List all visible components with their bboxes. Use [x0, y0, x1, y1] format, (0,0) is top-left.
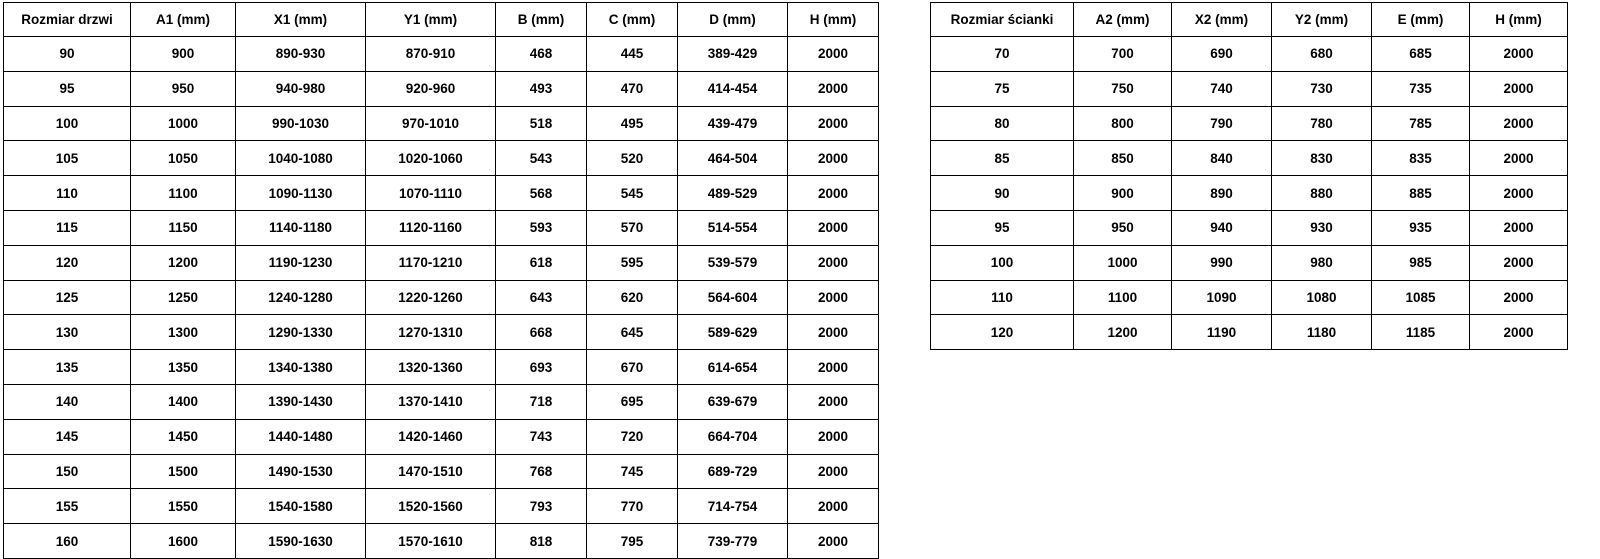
table-cell: 1370-1410 — [366, 384, 496, 419]
table-cell: 785 — [1372, 106, 1470, 141]
table-cell: 125 — [4, 280, 131, 315]
table-row — [4, 524, 879, 559]
table-row — [931, 210, 1568, 245]
table-cell: 1000 — [1074, 245, 1172, 280]
table-cell: 685 — [1372, 37, 1470, 72]
table-cell: 1200 — [131, 245, 236, 280]
column-header: Rozmiar drzwi — [4, 3, 131, 37]
column-header: H (mm) — [788, 3, 879, 37]
table-cell: 2000 — [788, 176, 879, 211]
table-cell: 790 — [1172, 106, 1272, 141]
table-cell: 100 — [4, 106, 131, 141]
column-header: Rozmiar ścianki — [931, 3, 1074, 37]
column-header: C (mm) — [587, 3, 678, 37]
table-cell: 1390-1430 — [236, 384, 366, 419]
table-cell: 1270-1310 — [366, 315, 496, 350]
column-header: E (mm) — [1372, 3, 1470, 37]
table-cell: 830 — [1272, 141, 1372, 176]
table-cell: 890 — [1172, 176, 1272, 211]
table-cell: 115 — [4, 210, 131, 245]
table-cell: 1190-1230 — [236, 245, 366, 280]
table-cell: 70 — [931, 37, 1074, 72]
table-row — [931, 141, 1568, 176]
table-cell: 668 — [496, 315, 587, 350]
table-cell: 1140-1180 — [236, 210, 366, 245]
table-cell: 593 — [496, 210, 587, 245]
table-cell: 543 — [496, 141, 587, 176]
table-cell: 1440-1480 — [236, 419, 366, 454]
table-cell: 389-429 — [678, 37, 788, 72]
table-cell: 1290-1330 — [236, 315, 366, 350]
table-cell: 1550 — [131, 489, 236, 524]
table-cell: 1090-1130 — [236, 176, 366, 211]
table-cell: 930 — [1272, 210, 1372, 245]
table-cell: 718 — [496, 384, 587, 419]
table-cell: 150 — [4, 454, 131, 489]
table-cell: 1200 — [1074, 315, 1172, 350]
table-cell: 693 — [496, 350, 587, 385]
table-cell: 1520-1560 — [366, 489, 496, 524]
table-cell: 1420-1460 — [366, 419, 496, 454]
table-cell: 1100 — [1074, 280, 1172, 315]
table-cell: 664-704 — [678, 419, 788, 454]
doors-dimensions-table — [3, 2, 879, 559]
table-row — [4, 245, 879, 280]
table-cell: 2000 — [788, 524, 879, 559]
table-row — [931, 71, 1568, 106]
table-cell: 1070-1110 — [366, 176, 496, 211]
table-cell: 870-910 — [366, 37, 496, 72]
table-cell: 1490-1530 — [236, 454, 366, 489]
table-cell: 835 — [1372, 141, 1470, 176]
table-cell: 840 — [1172, 141, 1272, 176]
table-cell: 990-1030 — [236, 106, 366, 141]
table-cell: 1220-1260 — [366, 280, 496, 315]
table-cell: 95 — [931, 210, 1074, 245]
table-cell: 439-479 — [678, 106, 788, 141]
table-cell: 2000 — [788, 280, 879, 315]
table-row — [4, 489, 879, 524]
table-cell: 800 — [1074, 106, 1172, 141]
table-cell: 2000 — [788, 245, 879, 280]
table-cell: 2000 — [788, 315, 879, 350]
table-cell: 470 — [587, 71, 678, 106]
table-cell: 1040-1080 — [236, 141, 366, 176]
column-header: A2 (mm) — [1074, 3, 1172, 37]
table-cell: 1500 — [131, 454, 236, 489]
table-cell: 145 — [4, 419, 131, 454]
table-cell: 518 — [496, 106, 587, 141]
table-cell: 1400 — [131, 384, 236, 419]
column-header: Y2 (mm) — [1272, 3, 1372, 37]
table-cell: 564-604 — [678, 280, 788, 315]
table-row — [4, 176, 879, 211]
table-cell: 464-504 — [678, 141, 788, 176]
table-cell: 890-930 — [236, 37, 366, 72]
table-cell: 745 — [587, 454, 678, 489]
table-cell: 950 — [131, 71, 236, 106]
column-header: D (mm) — [678, 3, 788, 37]
table-cell: 568 — [496, 176, 587, 211]
table-cell: 885 — [1372, 176, 1470, 211]
table-cell: 690 — [1172, 37, 1272, 72]
table-row — [4, 454, 879, 489]
table-cell: 1300 — [131, 315, 236, 350]
table-cell: 1600 — [131, 524, 236, 559]
table-cell: 1190 — [1172, 315, 1272, 350]
table-cell: 780 — [1272, 106, 1372, 141]
table-cell: 730 — [1272, 71, 1372, 106]
table-cell: 680 — [1272, 37, 1372, 72]
table-cell: 2000 — [1470, 37, 1568, 72]
table-cell: 900 — [1074, 176, 1172, 211]
table-row — [4, 37, 879, 72]
table-cell: 2000 — [788, 454, 879, 489]
table-cell: 990 — [1172, 245, 1272, 280]
doors-table-body — [4, 37, 879, 559]
table-cell: 750 — [1074, 71, 1172, 106]
table-cell: 514-554 — [678, 210, 788, 245]
table-row — [4, 384, 879, 419]
table-row — [4, 350, 879, 385]
table-cell: 770 — [587, 489, 678, 524]
table-cell: 2000 — [788, 37, 879, 72]
table-cell: 2000 — [1470, 280, 1568, 315]
table-cell: 2000 — [1470, 71, 1568, 106]
table-cell: 570 — [587, 210, 678, 245]
table-cell: 970-1010 — [366, 106, 496, 141]
table-cell: 155 — [4, 489, 131, 524]
table-cell: 2000 — [1470, 176, 1568, 211]
table-cell: 740 — [1172, 71, 1272, 106]
table-cell: 489-529 — [678, 176, 788, 211]
table-header-row — [4, 3, 879, 37]
table-cell: 120 — [931, 315, 1074, 350]
table-cell: 700 — [1074, 37, 1172, 72]
table-cell: 2000 — [1470, 210, 1568, 245]
table-cell: 539-579 — [678, 245, 788, 280]
table-cell: 850 — [1074, 141, 1172, 176]
table-cell: 595 — [587, 245, 678, 280]
table-row — [931, 245, 1568, 280]
table-cell: 2000 — [788, 419, 879, 454]
table-cell: 545 — [587, 176, 678, 211]
table-cell: 2000 — [788, 106, 879, 141]
table-cell: 445 — [587, 37, 678, 72]
table-cell: 920-960 — [366, 71, 496, 106]
table-row — [4, 419, 879, 454]
table-cell: 880 — [1272, 176, 1372, 211]
table-cell: 1570-1610 — [366, 524, 496, 559]
table-cell: 1590-1630 — [236, 524, 366, 559]
table-cell: 140 — [4, 384, 131, 419]
table-cell: 1250 — [131, 280, 236, 315]
table-cell: 980 — [1272, 245, 1372, 280]
table-cell: 495 — [587, 106, 678, 141]
table-cell: 1120-1160 — [366, 210, 496, 245]
column-header: H (mm) — [1470, 3, 1568, 37]
column-header: A1 (mm) — [131, 3, 236, 37]
table-cell: 1450 — [131, 419, 236, 454]
table-cell: 589-629 — [678, 315, 788, 350]
table-cell: 2000 — [1470, 106, 1568, 141]
table-cell: 105 — [4, 141, 131, 176]
table-cell: 793 — [496, 489, 587, 524]
table-cell: 639-679 — [678, 384, 788, 419]
table-cell: 940 — [1172, 210, 1272, 245]
table-cell: 950 — [1074, 210, 1172, 245]
table-row — [931, 106, 1568, 141]
table-cell: 100 — [931, 245, 1074, 280]
table-row — [931, 176, 1568, 211]
table-cell: 818 — [496, 524, 587, 559]
table-cell: 1000 — [131, 106, 236, 141]
table-cell: 670 — [587, 350, 678, 385]
table-row — [4, 71, 879, 106]
column-header: X1 (mm) — [236, 3, 366, 37]
table-cell: 2000 — [1470, 141, 1568, 176]
table-cell: 1340-1380 — [236, 350, 366, 385]
table-cell: 720 — [587, 419, 678, 454]
table-cell: 1320-1360 — [366, 350, 496, 385]
table-row — [931, 315, 1568, 350]
table-cell: 739-779 — [678, 524, 788, 559]
table-cell: 985 — [1372, 245, 1470, 280]
table-header-row — [931, 3, 1568, 37]
column-header: Y1 (mm) — [366, 3, 496, 37]
table-cell: 1090 — [1172, 280, 1272, 315]
column-header: B (mm) — [496, 3, 587, 37]
table-cell: 614-654 — [678, 350, 788, 385]
table-cell: 689-729 — [678, 454, 788, 489]
table-cell: 2000 — [788, 71, 879, 106]
table-row — [4, 280, 879, 315]
table-cell: 130 — [4, 315, 131, 350]
doors-table-container — [3, 2, 879, 559]
table-cell: 1350 — [131, 350, 236, 385]
table-cell: 695 — [587, 384, 678, 419]
table-cell: 110 — [4, 176, 131, 211]
table-cell: 1170-1210 — [366, 245, 496, 280]
table-cell: 1050 — [131, 141, 236, 176]
table-cell: 2000 — [788, 384, 879, 419]
table-cell: 90 — [931, 176, 1074, 211]
table-cell: 160 — [4, 524, 131, 559]
table-cell: 1180 — [1272, 315, 1372, 350]
table-row — [4, 106, 879, 141]
table-row — [4, 210, 879, 245]
table-cell: 2000 — [788, 350, 879, 385]
table-cell: 743 — [496, 419, 587, 454]
table-cell: 520 — [587, 141, 678, 176]
table-cell: 135 — [4, 350, 131, 385]
table-cell: 1470-1510 — [366, 454, 496, 489]
table-cell: 768 — [496, 454, 587, 489]
table-cell: 1185 — [1372, 315, 1470, 350]
table-cell: 1150 — [131, 210, 236, 245]
table-row — [931, 37, 1568, 72]
table-row — [4, 141, 879, 176]
table-cell: 90 — [4, 37, 131, 72]
table-cell: 795 — [587, 524, 678, 559]
walls-table-container — [930, 2, 1568, 350]
table-cell: 2000 — [788, 141, 879, 176]
table-cell: 2000 — [1470, 315, 1568, 350]
table-cell: 85 — [931, 141, 1074, 176]
table-cell: 1100 — [131, 176, 236, 211]
doors-table-head — [4, 3, 879, 37]
table-row — [931, 280, 1568, 315]
table-cell: 643 — [496, 280, 587, 315]
walls-table-head — [931, 3, 1568, 37]
table-cell: 2000 — [788, 489, 879, 524]
walls-table-body — [931, 37, 1568, 350]
table-cell: 1240-1280 — [236, 280, 366, 315]
table-cell: 95 — [4, 71, 131, 106]
table-cell: 1080 — [1272, 280, 1372, 315]
table-cell: 2000 — [1470, 245, 1568, 280]
table-cell: 645 — [587, 315, 678, 350]
table-cell: 80 — [931, 106, 1074, 141]
table-row — [4, 315, 879, 350]
table-cell: 110 — [931, 280, 1074, 315]
table-cell: 493 — [496, 71, 587, 106]
table-cell: 900 — [131, 37, 236, 72]
column-header: X2 (mm) — [1172, 3, 1272, 37]
table-cell: 120 — [4, 245, 131, 280]
table-cell: 1020-1060 — [366, 141, 496, 176]
table-cell: 2000 — [788, 210, 879, 245]
table-cell: 75 — [931, 71, 1074, 106]
table-cell: 1540-1580 — [236, 489, 366, 524]
table-cell: 714-754 — [678, 489, 788, 524]
table-cell: 1085 — [1372, 280, 1470, 315]
table-cell: 414-454 — [678, 71, 788, 106]
walls-dimensions-table — [930, 2, 1568, 350]
table-cell: 468 — [496, 37, 587, 72]
table-cell: 935 — [1372, 210, 1470, 245]
table-cell: 618 — [496, 245, 587, 280]
table-cell: 940-980 — [236, 71, 366, 106]
table-cell: 620 — [587, 280, 678, 315]
table-cell: 735 — [1372, 71, 1470, 106]
